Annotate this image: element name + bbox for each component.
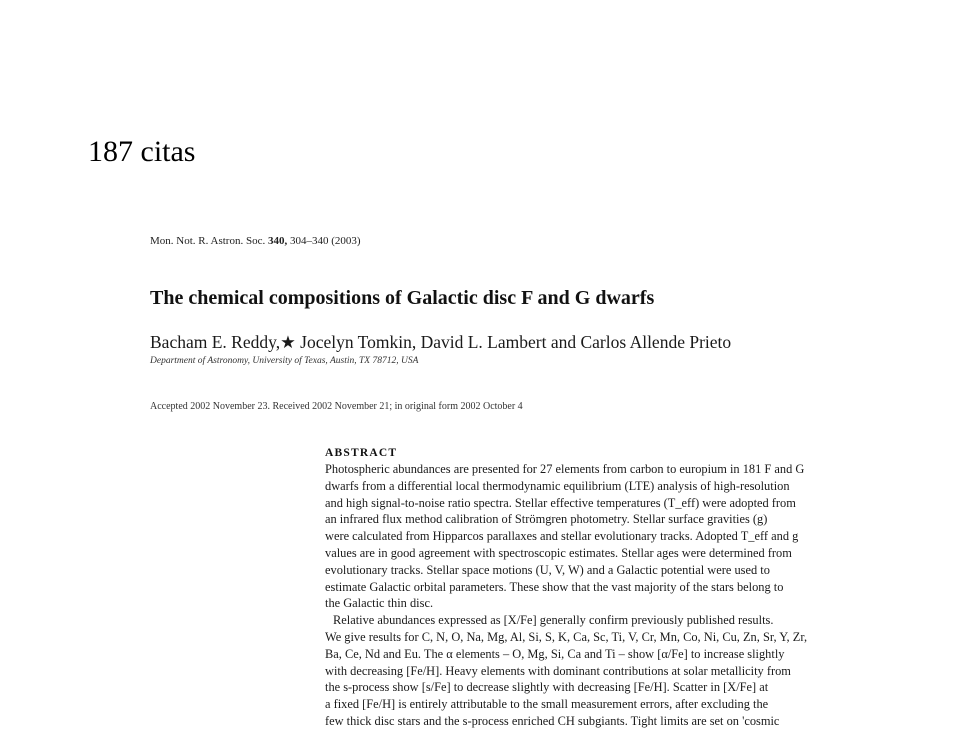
journal-volume: 340, (267, 235, 288, 247)
abstract-line: dwarfs from a differential local thermodynamic equilibrium (LTE) analysis of high-resolution (325, 478, 790, 493)
paper-affiliation: Department of Astronomy, University of Texas, Austin, TX 78712, USA (150, 356, 419, 366)
abstract-line: the s-process show [s/Fe] to decrease slightly with decreasing [Fe/H]. Scatter in [X/Fe] at (325, 680, 769, 695)
abstract-line: an infrared flux method calibration of Strömgren photometry. Stellar surface gravities (g) (325, 512, 768, 527)
paper-title: The chemical compositions of Galactic disc F and G dwarfs (150, 287, 655, 309)
journal-reference (150, 234, 361, 248)
journal-pages: 304–340 (2003) (289, 235, 361, 247)
abstract-line: values are in good agreement with spectroscopic estimates. Stellar ages were determined from (325, 545, 792, 560)
abstract-line: and high signal-to-noise ratio spectra. Stellar effective temperatures (T_eff) were adopted from (325, 495, 796, 510)
abstract-heading: ABSTRACT (325, 447, 398, 459)
paper-dates: Accepted 2002 November 23. Received 2002 November 21; in original form 2002 October 4 (150, 401, 523, 412)
abstract-line: evolutionary tracks. Stellar space motions (U, V, W) and a Galactic potential were used to (325, 562, 770, 577)
abstract-line: few thick disc stars and the s-process enriched CH subgiants. Tight limits are set on 'cosmic (325, 713, 780, 728)
abstract-line: with decreasing [Fe/H]. Heavy elements with dominant contributions at solar metallicity from (325, 663, 791, 678)
abstract-line: estimate Galactic orbital parameters. These show that the vast majority of the stars belong to (325, 579, 784, 594)
slide-heading: 187 citas (88, 135, 196, 168)
abstract-line: the Galactic thin disc. (325, 596, 434, 611)
abstract-line: Ba, Ce, Nd and Eu. The α elements – O, Mg, Si, Ca and Ti – show [α/Fe] to increase slightly (325, 646, 785, 661)
abstract-line: We give results for C, N, O, Na, Mg, Al, Si, S, K, Ca, Sc, Ti, V, Cr, Mn, Co, Ni, Cu, Zn, Sr, Y, Zr, (325, 629, 808, 644)
abstract-line: were calculated from Hipparcos parallaxes and stellar evolutionary tracks. Adopted T_eff and g (325, 529, 799, 544)
abstract-body (325, 461, 835, 730)
journal-name: Mon. Not. R. Astron. Soc. (150, 235, 266, 247)
abstract-line: Relative abundances expressed as [X/Fe] generally confirm previously published results. (333, 613, 774, 628)
paper-authors: Bacham E. Reddy,★ Jocelyn Tomkin, David L. Lambert and Carlos Allende Prieto (150, 332, 732, 352)
abstract-line: a fixed [Fe/H] is entirely attributable to the small measurement errors, after excluding the (325, 697, 769, 712)
abstract-line: Photospheric abundances are presented for 27 elements from carbon to europium in 181 F and G (325, 462, 805, 476)
